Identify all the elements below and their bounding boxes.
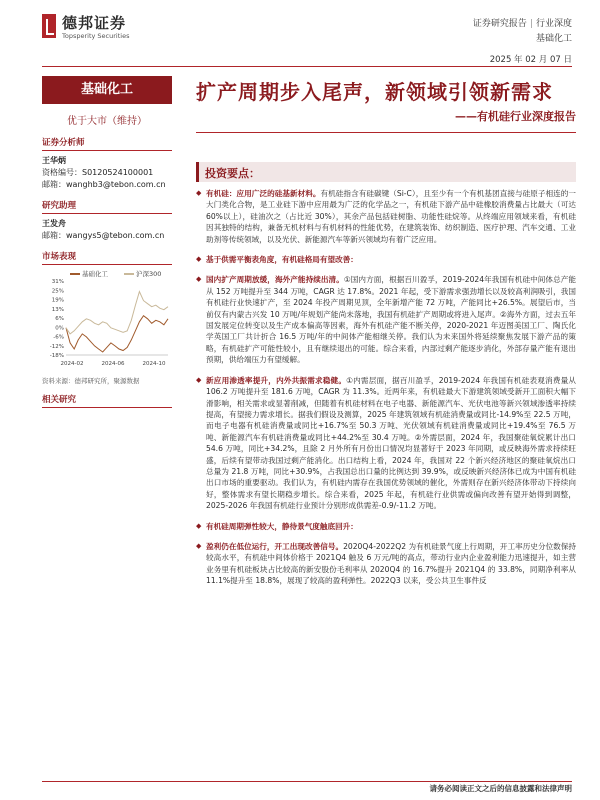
report-title: 扩产周期步入尾声，新领域引领新需求 <box>196 80 553 104</box>
analyst-cert: 资格编号：S0120524100001 <box>42 168 154 177</box>
paragraph-3: ◆ 国内扩产周期放缓，海外产能持续出清。①国内方面，根据百川盈孚，2019-2024年我国有机硅中间体总产能从 152 万吨提升至 344 万吨，CAGR 达 17.8%。2021 年起，受下游需求强劲增长以及较高利润吸引，我国有机硅行业快速扩产，至 2024 年投产周期见顶，全年新增产能 72 万吨，产能同比+26.5%。展望后市，当前仅有内蒙古兴发 10 万吨/年规划产能尚未落地，我国有机硅扩产周期或将进入尾声。②海外方面，过去五年国发展定位转变以及生产成本偏高等因素，海外有机硅产能不断关停，2020-2021 年迈图美国工厂、陶氏化学英国工厂共计折合 16.5 万吨/年的中间体产能相继关停。我们认为未来国外将延续聚焦发展下游产品的策略，有机硅扩产可能性较小，且有继续退出的可能。综合来看，内部过剩产能逐步消化，外部存量产能有退出预期，供给端压力有望缓解。 <box>196 274 576 365</box>
legend-item-2: 沪深300 <box>124 269 161 278</box>
paragraph-6: ◆ 盈利仍在低位运行，开工出现改善信号。2020Q4-2022Q2 为有机硅景气度上行周期，开工率历史分位数保持较高水平，有机硅中间体价格于 2021Q4 触及 6 万元/吨的高点，带动行业内企业盈利能力迅速提升，如主营业务里有机硅板块占比较高的新安股份毛利率从 2020Q4 的 16.7%提升 2021Q4 的 33.8%，同期净利率从 11.1%提升至 18.8%，展现了较高的盈利弹性。2022Q3 以来，受公共卫生事件反 <box>196 541 576 587</box>
company-logo-icon <box>42 14 56 38</box>
page-header <box>0 0 600 75</box>
y-tick-label: 13% <box>51 306 64 313</box>
assistant-section <box>42 199 172 242</box>
related-section-title: 相关研究 <box>42 393 172 408</box>
market-section <box>42 250 172 385</box>
related-section <box>42 393 172 408</box>
x-tick-label: 2024-10 <box>142 361 166 367</box>
chart-source: 资料来源：德邦研究所，聚源数据 <box>42 377 140 385</box>
report-category: 行业深度 <box>535 19 572 29</box>
main-content <box>196 188 576 596</box>
footer-divider <box>42 781 572 782</box>
industry-tag: 基础化工 <box>535 34 572 44</box>
sidebar <box>42 76 172 412</box>
x-tick-label: 2024-02 <box>60 361 84 367</box>
industry-badge: 基础化工 <box>42 76 172 104</box>
report-date: 2025 年 02 月 07 日 <box>489 55 572 65</box>
y-tick-label: 31% <box>51 279 64 285</box>
series-line-2 <box>66 292 168 334</box>
market-chart <box>42 269 172 374</box>
paragraph-4: ◆ 新应用渗透率提升，内外共振需求稳健。①内需层面，据百川盈孚，2019-2024 年我国有机硅表观消费量从 106.2 万吨提升至 181.6 万吨，CAGR 为 11.3%。近两年来，有机硅最大下游建筑领域受新开工面积大幅下滑影响，相关需求或显著削减，但随着有机硅材料在电子电器、新能源汽车、光伏电池等新兴领域渗透率持续提高，有望接力需求增长。据我们假设及测算，2025 年建筑领域有机硅消费量或同比-14.9%至 22.5 万吨，而电子电器有机硅消费量或同比+16.7%至 50.3 万吨、光伏领域有机硅消费量或同比+19.4%至 76.5 万吨、新能源汽车有机硅消费量或同比+44.2%至 30.4 万吨。②外需层面，2024 年，我国聚硅氧烷累计出口 54.6 万吨，同比+34.2%，且除 2 月外所有月份出口情况均显著好于 2023 年同期，或反映海外需求持续旺盛，后续有望带动我国过剩产能消化。出口结构上看，2024 年，我国对 22 个新兴经济地区的聚硅氧烷出口总量为 21.8 万吨，同比+30.9%，占我国总出口量的比例达到 39.9%，或反映新兴经济体已成为中国有机硅出口市场的重要驱动。我们认为，有机硅内需存在我国优势领域的催化，外需则存在新兴经济体带动下持续向好，整体需求有望长期稳步增长。综合来看，2025 年起，有机硅行业供需或偏向改善有望开始得到调整，2025-2026 年我国有机硅行业预计分别形成供需差-0.9/-11.2 万吨。 <box>196 375 576 512</box>
assistant-section-title: 研究助理 <box>42 199 172 214</box>
report-subtitle: ——有机硅行业深度报告 <box>455 110 576 123</box>
analyst-email[interactable]: 邮箱：wanghb3@tebon.com.cn <box>42 180 166 189</box>
title-divider <box>196 132 576 133</box>
market-section-title: 市场表现 <box>42 250 172 265</box>
series-line-1 <box>66 316 168 352</box>
x-tick-label: 2024-06 <box>101 361 125 367</box>
analyst-section-title: 证券分析师 <box>42 136 172 151</box>
company-name-en: Topsperity Securities <box>62 32 130 40</box>
investment-points-header: 投资要点： <box>196 162 576 182</box>
report-type-block: 证券研究报告 | 行业深度 基础化工 <box>472 19 572 44</box>
title-area <box>196 78 576 133</box>
assistant-email[interactable]: 邮箱：wangys5@tebon.com.cn <box>42 231 165 240</box>
paragraph-1: ◆ 有机硅：应用广泛的硅基新材料。有机硅指含有硅碳键（Si-C），且至少有一个有机基团直接与硅原子相连的一大门类化合物，是工业硅下游中应用最为广泛的化学品之一，有机硅下游产品中硅橡胶消费量占比最大（可达 60%以上），硅油次之（占比近 30%），其余产品包括硅树脂、功能性硅烷等。从终端应用领域来看，有机硅因其独特的结构，兼备无机材料与有机材料的性能优势，在建筑装饰、纺织制造、医疗护理、汽车交通、工业助剂等传统领域，以及光伏、新能源汽车等新兴领域均有着广泛应用。 <box>196 188 576 245</box>
market-chart-svg <box>42 269 172 374</box>
company-name-cn: 德邦证券 <box>62 14 127 32</box>
y-tick-label: 25% <box>51 288 64 295</box>
y-tick-label: -18% <box>49 353 64 359</box>
assistant-name: 王发舟 <box>42 219 66 228</box>
y-tick-label: 19% <box>51 297 64 304</box>
y-tick-label: 6% <box>55 316 64 322</box>
legend-item-1: 基础化工 <box>70 269 108 278</box>
y-tick-label: 0% <box>55 325 64 332</box>
footer-disclaimer: 请务必阅读正文之后的信息披露和法律声明 <box>429 784 572 793</box>
paragraph-2: ◆ 基于供需平衡表角度，有机硅格局有望改善： <box>196 254 576 265</box>
rating: 优于大市（维持） <box>67 116 147 127</box>
analyst-name: 王华炳 <box>42 156 66 165</box>
report-type: 证券研究报告 <box>472 19 527 29</box>
y-tick-label: -6% <box>53 334 64 341</box>
y-tick-label: -12% <box>49 343 64 350</box>
paragraph-5: ◆ 有机硅周期弹性较大，静待景气度触底回升： <box>196 521 576 532</box>
analyst-section <box>42 136 172 191</box>
header-divider <box>42 66 572 67</box>
